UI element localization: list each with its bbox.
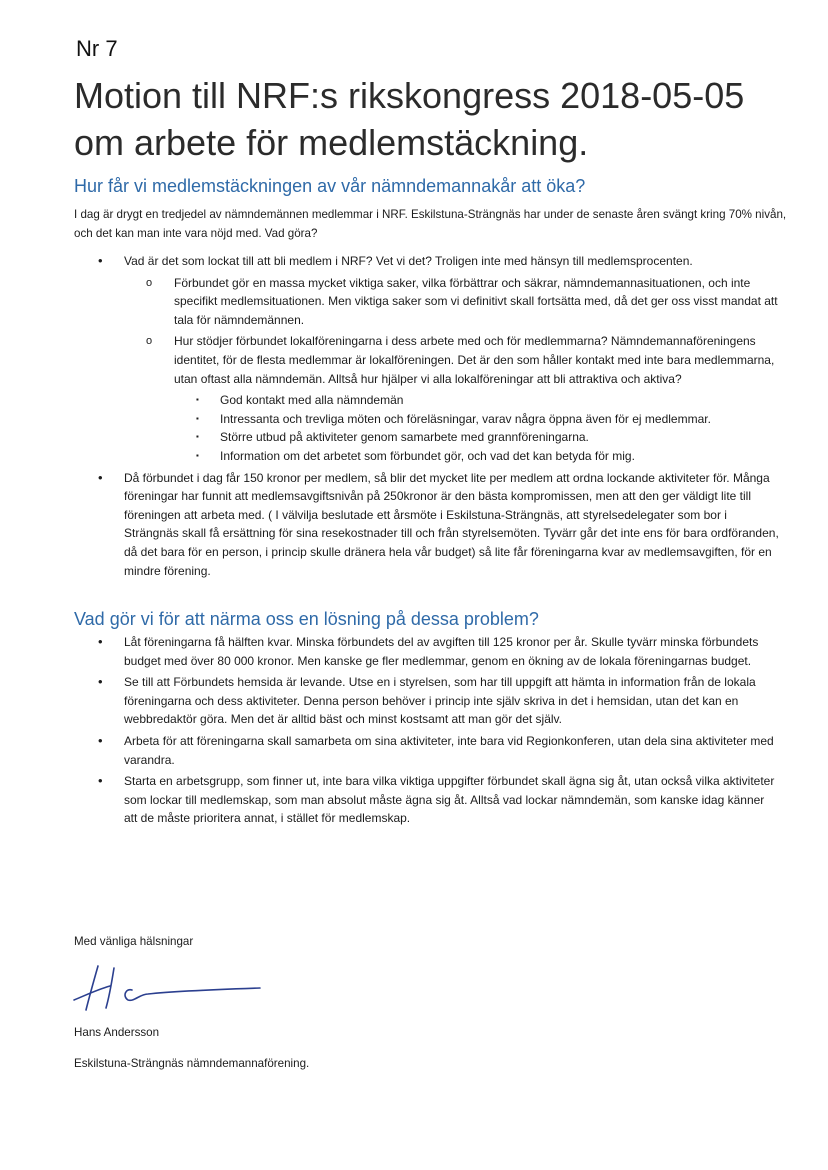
list-item	[0, 469, 780, 581]
sub-list-item	[0, 332, 778, 388]
closing-greeting: Med vänliga hälsningar	[74, 935, 194, 948]
section2-heading: Vad gör vi för att närma oss en lösning på dessa problem?	[74, 609, 539, 629]
bullet-marker: •	[98, 674, 103, 690]
motion-number: Nr 7	[76, 36, 118, 61]
bullet-text: Då förbundet i dag får 150 kronor per medlem, så blir det mycket lite per medlem att ordna lockande aktiviteter för. Många föreningar har funnit att medlemsavgiftsnivån på 250kronor är den bästa kompromissen, men att den ger väldigt lite till föreningen att arbeta med. ( I välvilja beslutade ett årsmöte i Eskilstuna-Strängnäs, att styrelsedelegater som bor i Strängnäs skall få ersättning för sina resekostnader till och från styrelsemöten. Tyvärr går det inte ens för bara ordföranden, då det bara för en person, i princip skulle dränera hela vår budget) så lite får föreningarna kvar av medlemsavgiften, för en mindre förening.	[124, 470, 779, 578]
section1-heading: Hur får vi medlemstäckningen av vår nämndemannakår att öka?	[74, 176, 586, 196]
square-marker: ▪	[196, 450, 199, 460]
sub-marker: o	[146, 276, 153, 289]
square-marker: ▪	[196, 413, 199, 423]
bullet-marker: •	[98, 469, 103, 485]
sub-text: Förbundet gör en massa mycket viktiga saker, vilka förbättrar och säkrar, nämndemannasituationen, och inte specifikt medlemsituationen. Men viktiga saker som vi definitivt skall fortsätta med, då det ger oss visst mandat att tala för nämndemännen.	[174, 275, 778, 327]
sub-marker: o	[146, 335, 153, 348]
subsub-text: Intressanta och trevliga möten och föreläsningar, varav några öppna även för ej medlemmar.	[220, 411, 711, 426]
subsub-text: God kontakt med alla nämndemän	[220, 393, 404, 408]
signer-name: Hans Andersson	[74, 1026, 160, 1039]
bullet-text: Låt föreningarna få hälften kvar. Minska förbundets del av avgiften till 125 kronor per år. Skulle tyvärr minska förbundets budget med över 80 000 kronor. Men kanske ge fler medlemmar, genom en ökning av de lokala föreningarnas budget.	[124, 635, 759, 668]
bullet-text: Arbeta för att föreningarna skall samarbeta om sina aktiviteter, inte bara vid Regionkonferen, utan dela sina aktiviteter med varandra.	[124, 733, 774, 767]
list-item	[0, 732, 780, 769]
subsub-list-item	[0, 428, 780, 447]
subsub-list-item	[0, 410, 780, 429]
square-marker: ▪	[196, 432, 199, 442]
handwritten-signature	[70, 960, 270, 1020]
bullet-text: Vad är det som lockat till att bli medlem i NRF? Vet vi det? Troligen inte med hänsyn till medlemsprocenten.	[124, 254, 693, 268]
bullet-marker: •	[98, 253, 103, 268]
section1-list	[0, 252, 828, 583]
square-marker: ▪	[196, 395, 199, 405]
section2-list	[0, 633, 828, 831]
subsub-text: Information om det arbetet som förbundet gör, och vad det kan betyda för mig.	[220, 448, 635, 463]
bullet-marker: •	[98, 732, 103, 748]
bullet-text: Starta en arbetsgrupp, som finner ut, inte bara vilka viktiga uppgifter förbundet skall ägna sig åt, utan också vilka aktiviteter som lockar till medlemskap, som man absolut måste ägna sig åt. Alltså vad lockar nämndemän, som kanske idag känner att de måste prioritera annat, i stället för medlemskap.	[124, 774, 775, 826]
subsub-text: Större utbud på aktiviteter genom samarbete med grannföreningarna.	[220, 430, 589, 445]
bullet-marker: •	[98, 773, 103, 789]
subsub-list-item	[0, 391, 780, 410]
bullet-text: Se till att Förbundets hemsida är levande. Utse en i styrelsen, som har till uppgift att hämta in information från de lokala föreningarna och dess aktiviteter. Denna person behöver i princip inte själv skriva in det i hemsidan, utan det kan en webbredaktör göra. Men det är alltid bäst och minst kostsamt att man gör det själv.	[124, 675, 756, 727]
sub-list-item	[0, 274, 778, 330]
list-item	[0, 252, 780, 271]
list-item	[0, 772, 780, 828]
document-title: Motion till NRF:s rikskongress 2018-05-05 om arbete för medlemstäckning.	[74, 75, 745, 163]
list-item	[0, 673, 780, 729]
sub-text: Hur stödjer förbundet lokalföreningarna i dess arbete med och för medlemmarna? Nämndemannaföreningens identitet, för de flesta medlemmar är lokalföreningen. Det är den som håller kontakt med inte bara medlemmarna, utan oftast alla nämndemän. Alltså hur hjälper vi alla lokalföreningar att bli attraktiva och aktiva?	[174, 334, 775, 386]
bullet-marker: •	[98, 634, 103, 649]
subsub-list-item	[0, 447, 780, 466]
list-item	[0, 633, 780, 670]
organization-name: Eskilstuna-Strängnäs nämndemannaförening.	[74, 1057, 310, 1070]
section1-intro: I dag är drygt en tredjedel av nämndemännen medlemmar i NRF. Eskilstuna-Strängnäs har under de senaste åren svängt kring 70% nivån, och det kan man inte vara nöjd med. Vad göra?	[74, 208, 787, 240]
